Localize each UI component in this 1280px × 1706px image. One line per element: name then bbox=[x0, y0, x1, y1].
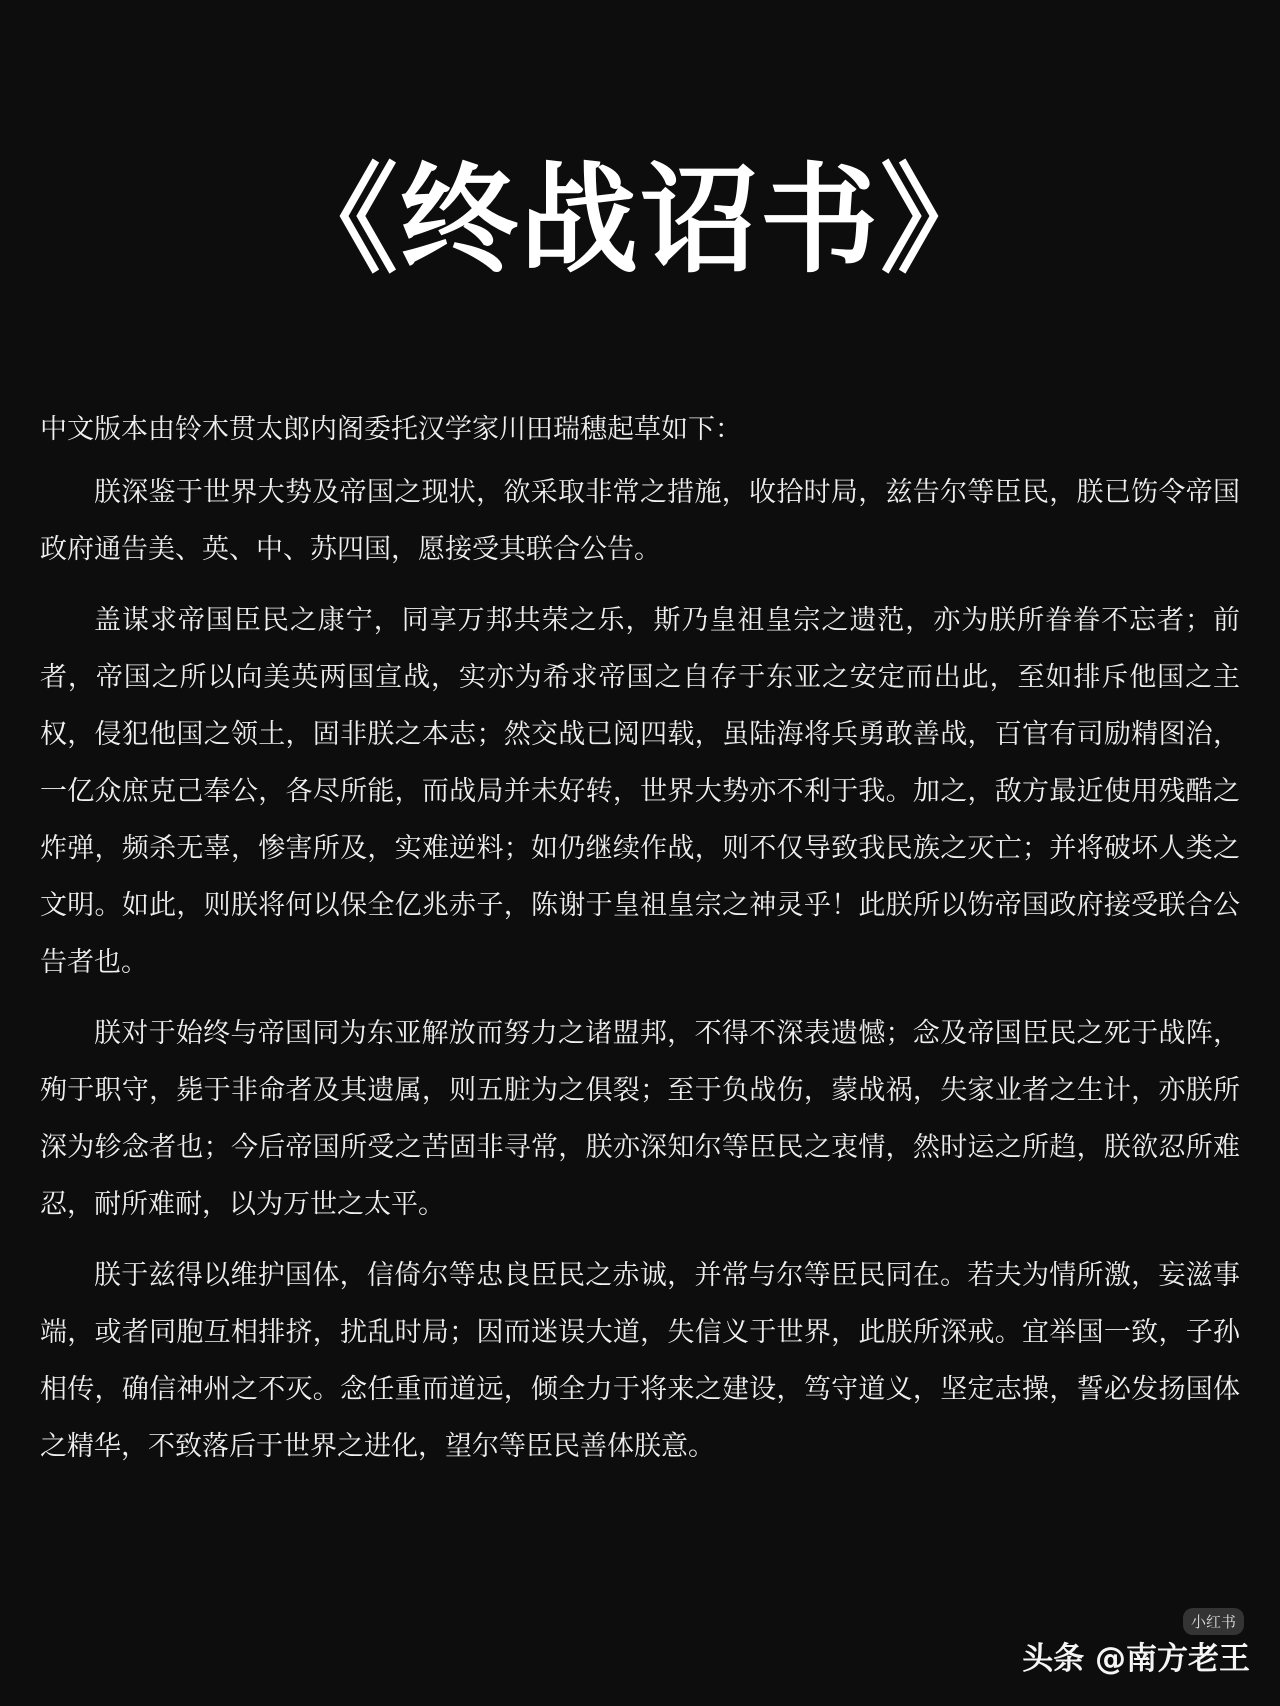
paragraph-1: 朕深鉴于世界大势及帝国之现状，欲采取非常之措施，收拾时局，兹告尔等臣民，朕已饬令帝国政府通告美、英、中、苏四国，愿接受其联合公告。 bbox=[40, 477, 1240, 565]
watermark-text: 头条 @南方老王 bbox=[1022, 1641, 1250, 1677]
watermark bbox=[950, 1608, 1250, 1678]
paragraph-3: 朕对于始终与帝国同为东亚解放而努力之诸盟邦，不得不深表遗憾；念及帝国臣民之死于战阵，殉于职守，毙于非命者及其遗属，则五脏为之俱裂；至于负战伤，蒙战祸，失家业者之生计，亦朕所深为轸念者也；今后帝国所受之苦固非寻常，朕亦深知尔等臣民之衷情，然时运之所趋，朕欲忍所难忍，耐所难耐，以为万世之太平。 bbox=[40, 1018, 1240, 1220]
document-body bbox=[40, 408, 1240, 1489]
intro-line: 中文版本由铃木贯太郎内阁委托汉学家川田瑞穗起草如下： bbox=[40, 414, 742, 445]
paragraph-2: 盖谋求帝国臣民之康宁，同享万邦共荣之乐，斯乃皇祖皇宗之遗范，亦为朕所眷眷不忘者；前者，帝国之所以向美英两国宣战，实亦为希求帝国之自存于东亚之安定而出此，至如排斥他国之主权，侵犯他国之领土，固非朕之本志；然交战已阅四载，虽陆海将兵勇敢善战，百官有司励精图治，一亿众庶克己奉公，各尽所能，而战局并未好转，世界大势亦不利于我。加之，敌方最近使用残酷之炸弹，频杀无辜，惨害所及，实难逆料；如仍继续作战，则不仅导致我民族之灭亡；并将破坏人类之文明。如此，则朕将何以保全亿兆赤子，陈谢于皇祖皇宗之神灵乎！此朕所以饬帝国政府接受联合公告者也。 bbox=[40, 605, 1240, 978]
document-title: 《终战诏书》 bbox=[279, 151, 1000, 289]
paragraph-4: 朕于兹得以维护国体，信倚尔等忠良臣民之赤诚，并常与尔等臣民同在。若夫为情所激，妄滋事端，或者同胞互相排挤，扰乱时局；因而迷误大道，失信义于世界，此朕所深戒。宜举国一致，子孙相传，确信神州之不灭。念任重而道远，倾全力于将来之建设，笃守道义，坚定志操，誓必发扬国体之精华，不致落后于世界之进化，望尔等臣民善体朕意。 bbox=[40, 1260, 1240, 1462]
xiaohongshu-logo: 小红书 bbox=[1183, 1608, 1244, 1635]
